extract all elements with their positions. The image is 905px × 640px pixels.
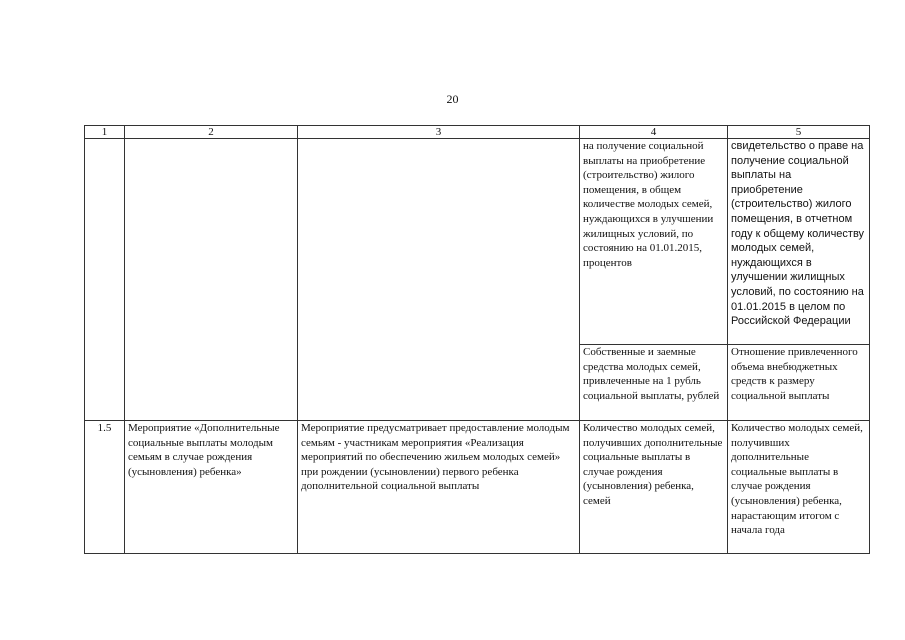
header-cell-4: 4 <box>580 126 728 139</box>
header-cell-1: 1 <box>85 126 125 139</box>
row1-cell-description <box>298 139 580 421</box>
row1-cell-name <box>125 139 298 421</box>
table-row <box>85 139 870 345</box>
row1-cell-num <box>85 139 125 421</box>
row1-method-cell: свидетельство о праве на получение социальной выплаты на приобретение (строительство) жилого помещения, в отчетном году к общему количеству молодых семей, нуждающихся в улучшении жилищных условий, по состоянию на 01.01.2015 в целом по Российской Федерации <box>728 139 870 345</box>
row2-cell-name: Мероприятие «Дополнительные социальные выплаты молодым семьям в случае рождения (усыновления) ребенка» <box>125 421 298 554</box>
row1-extra-method-cell: Отношение привлеченного объема внебюджетных средств к размеру социальной выплаты <box>728 345 870 421</box>
page-number: 20 <box>446 92 459 106</box>
measures-table <box>84 125 870 554</box>
header-cell-5: 5 <box>728 126 870 139</box>
row2-cell-num: 1.5 <box>85 421 125 554</box>
row2-cell-method: Количество молодых семей, получивших дополнительные социальные выплаты в случае рождения (усыновления) ребенка, нарастающим итогом с начала года <box>728 421 870 554</box>
table-row <box>85 421 870 554</box>
header-cell-3: 3 <box>298 126 580 139</box>
row2-cell-description: Мероприятие предусматривает предоставление молодым семьям - участникам мероприятия «Реализация мероприятий по обеспечению жильем молодых семей» при рождении (усыновлении) первого ребенка дополнительной социальной выплаты <box>298 421 580 554</box>
row1-indicator-cell: на получение социальной выплаты на приобретение (строительство) жилого помещения, в общем количестве молодых семей, нуждающихся в улучшении жилищных условий, по состоянию на 01.01.2015, процентов <box>580 139 728 345</box>
row1-extra-indicator-cell: Собственные и заемные средства молодых семей, привлеченные на 1 рубль социальной выплаты, рублей <box>580 345 728 421</box>
row2-cell-indicator: Количество молодых семей, получивших дополнительные социальные выплаты в случае рождения (усыновления) ребенка, семей <box>580 421 728 554</box>
header-cell-2: 2 <box>125 126 298 139</box>
table-header-row <box>85 126 870 139</box>
